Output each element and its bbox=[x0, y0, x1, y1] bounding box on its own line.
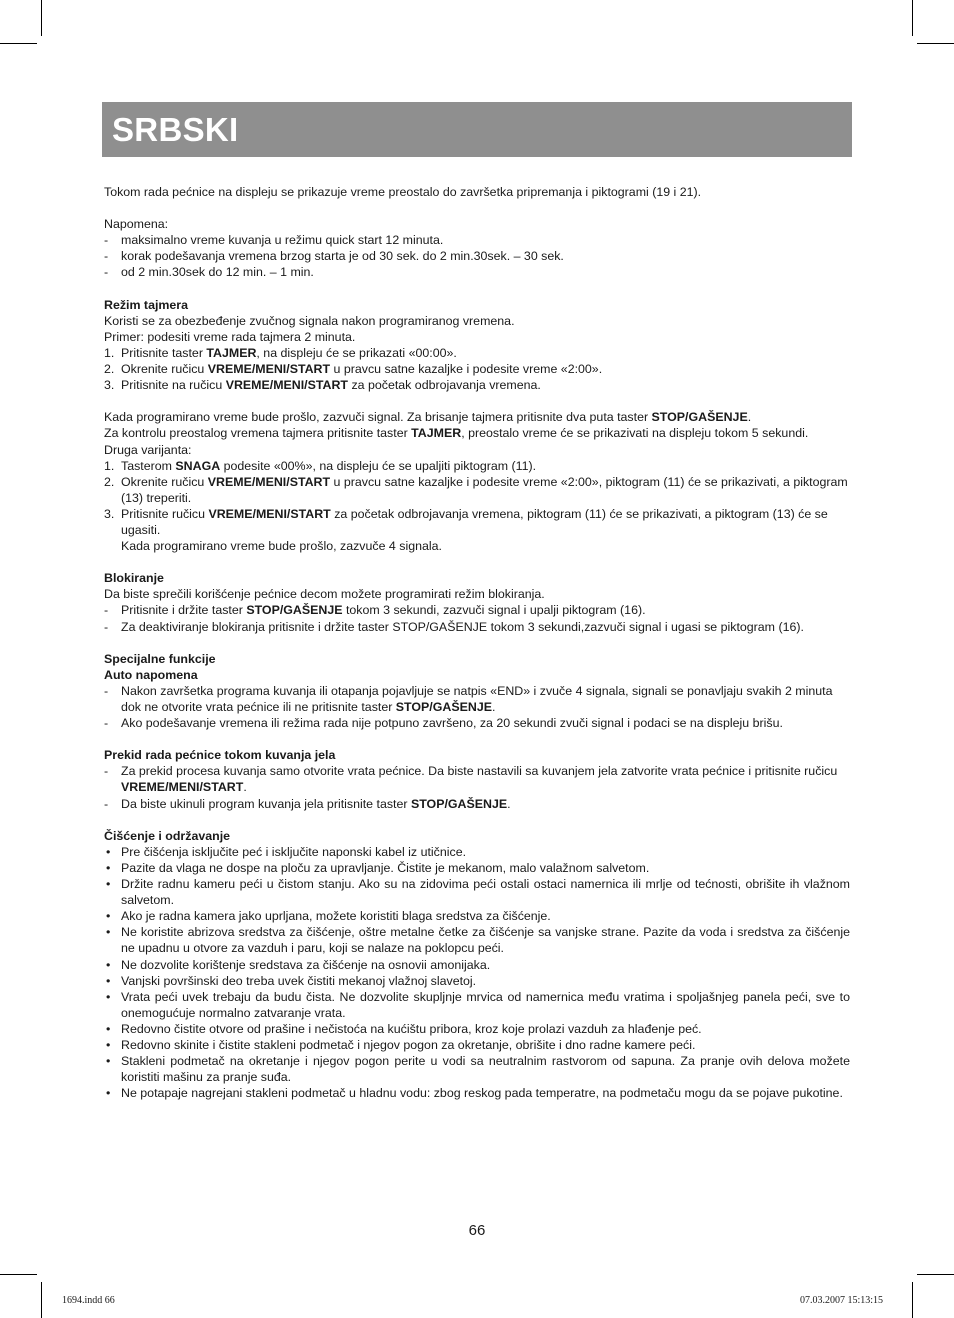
list-item: • Vrata peći uvek trebaju da budu čista. Ne dozvolite skupljnje mrvica od namernica među vratima i spoljašnjeg panela peći, sve to onemogućuje normalno zatvaranje vrata. bbox=[106, 989, 850, 1020]
section-heading-cleaning: Čišćenje i održavanje bbox=[104, 828, 231, 843]
list-item-continuation: Kada programirano vreme bude prošlo, zazvuče 4 signala. bbox=[121, 539, 442, 554]
crop-mark bbox=[41, 1282, 42, 1318]
section-heading-lock: Blokiranje bbox=[104, 571, 164, 586]
section-header bbox=[102, 102, 852, 157]
list-item: • Pre čišćenja isključite peć i isključite naponski kabel iz utičnice. bbox=[106, 844, 467, 859]
crop-mark bbox=[917, 43, 954, 44]
list-item: - korak podešavanja vremena brzog starta je od 30 sek. do 2 min.30sek. – 30 sek. bbox=[104, 249, 564, 264]
list-item: • Ne koristite abrizova sredstva za čišćenje, oštre metalne četke za čišćenje sa vanjske strane. Pazite da voda i sredstva za čišćenje ne upadnu u otvore za vazduh i paru, koji se nalaze na poklopcu peći. bbox=[106, 925, 850, 956]
list-item: - Za deaktiviranje blokiranja pritisnite i držite taster STOP/GAŠENJE tokom 3 sekundi,zazvuči signal i ugasi se piktogram (16). bbox=[104, 619, 804, 634]
list-item: - Da biste ukinuli program kuvanja jela pritisnite taster STOP/GAŠENJE. bbox=[104, 796, 511, 811]
list-item: • Stakleni podmetač na okretanje i njegov pogon perite u vodi sa neutralnim rastvorom od sapuna. Za pranje ovih delova možete koristiti mašinu za pranje suđa. bbox=[106, 1054, 850, 1085]
list-item: - maksimalno vreme kuvanja u režimu quick start 12 minuta. bbox=[104, 233, 444, 248]
list-item: - Za prekid procesa kuvanja samo otvorite vrata pećnice. Da biste nastavili sa kuvanjem jela zatvorite vrata pećnice i pritisnite ručicu VREME/MENI/START. bbox=[104, 764, 838, 795]
intro-paragraph: Tokom rada pećnice na displeju se prikazuje vreme preostalo do završetka pripremanja i piktogrami (19 i 21). bbox=[104, 185, 702, 199]
print-datetime: 07.03.2007 15:13:15 bbox=[799, 1295, 883, 1306]
list-item: - Pritisnite i držite taster STOP/GAŠENJE tokom 3 sekundi, zazvuči signal i upalji piktogram (16). bbox=[104, 603, 646, 618]
list-item: • Redovno čistite otvore od prašine i nečistoća na kućištu pribora, kroz koje prolazi vazduh za hlađenje peć. bbox=[106, 1021, 702, 1036]
page-number: 66 bbox=[468, 1222, 486, 1239]
section-heading-special: Specijalne funkcije bbox=[104, 651, 216, 666]
list-item: - Ako podešavanje vremena ili režima rada nije potpuno završeno, za 20 sekundi zvuči signal i podaci se na displeju brišu. bbox=[104, 716, 783, 731]
list-item: • Vanjski površinski deo treba uvek čistiti mekanoj vlažnoj slavetoj. bbox=[106, 973, 477, 988]
section-heading-interrupt: Prekid rada pećnice tokom kuvanja jela bbox=[104, 748, 336, 763]
crop-mark bbox=[41, 0, 42, 36]
paragraph: Druga varijanta: bbox=[104, 442, 192, 457]
page-title: SRBSKI bbox=[112, 111, 239, 148]
list-item: 1. Tasterom SNAGA podesite «00%», na displeju će se upaljiti piktogram (11). bbox=[104, 458, 537, 473]
subheading-auto-note: Auto napomena bbox=[104, 667, 198, 682]
list-item: - od 2 min.30sek do 12 min. – 1 min. bbox=[104, 265, 314, 280]
paragraph: Koristi se za obezbeđenje zvučnog signala nakon programiranog vremena. bbox=[104, 313, 515, 328]
list-item: • Držite radnu kameru peći u čistom stanju. Ako su na zidovima peći ostali ostaci namernica ili mrlje od tećnosti, obrišite ih vlažnom salvetom. bbox=[106, 877, 850, 908]
list-item: • Pazite da vlaga ne dospe na ploču za upravljanje. Čistite je mekanom, malo valažnom salvetom. bbox=[106, 860, 650, 875]
note-title: Napomena: bbox=[104, 217, 169, 232]
list-item: 2. Okrenite ručicu VREME/MENI/START u pravcu satne kazaljke i podesite vreme «2:00», piktogram (11) će se prikazivati, a piktogram (13) treperiti. bbox=[104, 474, 848, 505]
file-info: 1694.indd 66 bbox=[62, 1295, 115, 1306]
document-body bbox=[104, 184, 850, 1101]
section-heading-timer: Režim tajmera bbox=[104, 297, 189, 312]
list-item: 3. Pritisnite ručicu VREME/MENI/START za početak odbrojavanja vremena, piktogram (11) će se prikazivati, a piktogram (13) će se ugasiti. bbox=[104, 506, 828, 537]
crop-mark bbox=[0, 43, 37, 44]
list-item: • Ako je radna kamera jako uprljana, možete koristiti blaga sredstva za čišćenje. bbox=[106, 909, 551, 924]
paragraph: Kada programirano vreme bude prošlo, zazvuči signal. Za brisanje tajmera pritisnite dva puta taster STOP/GAŠENJE. bbox=[104, 410, 752, 425]
list-item: - Nakon završetka programa kuvanja ili otapanja pojavljuje se natpis «END» i zvuče 4 signala, signali se ponavljaju svakih 2 minuta dok ne otvorite vrata pećnice ili ne pritisnite taster STOP/GAŠENJE. bbox=[104, 683, 833, 714]
paragraph: Primer: podesiti vreme rada tajmera 2 minuta. bbox=[104, 329, 356, 344]
list-item: 2. Okrenite ručicu VREME/MENI/START u pravcu satne kazaljke i podesite vreme «2:00». bbox=[104, 362, 603, 377]
crop-mark bbox=[917, 1274, 954, 1275]
list-item: • Redovno skinite i čistite stakleni podmetač i njegov pogon za okretanje, obrišite i dno radne kamere peći. bbox=[106, 1037, 696, 1052]
list-item: • Ne dozvolite korištenje sredstava za čišćenje na osnovii amonijaka. bbox=[106, 957, 491, 972]
crop-mark bbox=[0, 1274, 37, 1275]
list-item: 1. Pritisnite taster TAJMER, na displeju će se prikazati «00:00». bbox=[104, 345, 457, 360]
list-item: 3. Pritisnite na ručicu VREME/MENI/START za početak odbrojavanja vremena. bbox=[104, 378, 541, 393]
paragraph: Da biste sprečili korišćenje pećnice decom možete programirati režim blokiranja. bbox=[104, 587, 545, 602]
crop-mark bbox=[912, 0, 913, 36]
crop-mark bbox=[912, 1282, 913, 1318]
list-item: • Ne potapaje nagrejani stakleni podmetač u hladnu vodu: zbog reskog pada temperatre, na podmetaču mogu da se pojave pukotine. bbox=[106, 1086, 843, 1101]
paragraph: Za kontrolu preostalog vremena tajmera pritisnite taster TAJMER, preostalo vreme će se prikazivati na displeju tokom 5 sekundi. bbox=[104, 426, 809, 441]
